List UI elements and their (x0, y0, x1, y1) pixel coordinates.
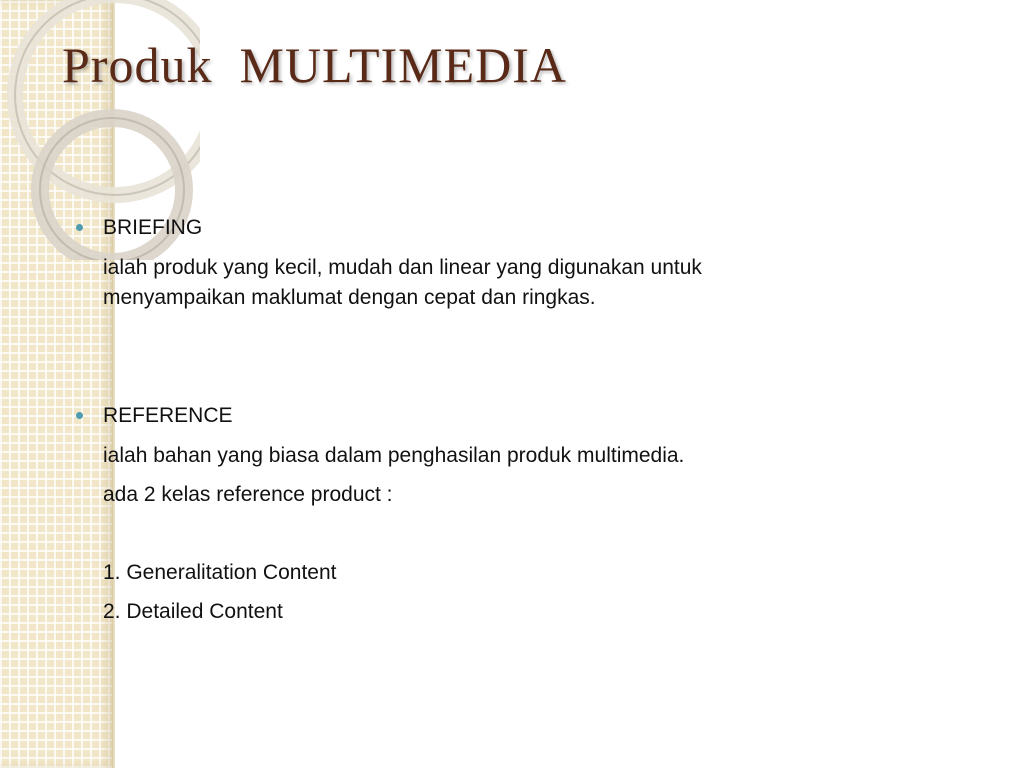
section-heading-reference (103, 401, 233, 431)
reference-heading-text: REFERENCE (103, 404, 233, 427)
bullet-icon (76, 224, 83, 231)
slide-title: Produk MULTIMEDIA (62, 37, 568, 93)
reference-list-item-2: 2. Detailed Content (103, 600, 283, 623)
reference-list-item-1: 1. Generalitation Content (103, 561, 337, 584)
bullet-icon (76, 412, 83, 419)
briefing-description-line-1: ialah produk yang kecil, mudah dan linear yang digunakan untuk (103, 256, 702, 279)
briefing-description-line-2: menyampaikan maklumat dengan cepat dan ringkas. (103, 286, 596, 309)
reference-description-line-1: ialah bahan yang biasa dalam penghasilan produk multimedia. (103, 444, 685, 467)
section-heading-briefing (103, 213, 202, 243)
reference-description-line-2: ada 2 kelas reference product : (103, 483, 393, 506)
briefing-heading-text: BRIEFING (103, 216, 203, 239)
